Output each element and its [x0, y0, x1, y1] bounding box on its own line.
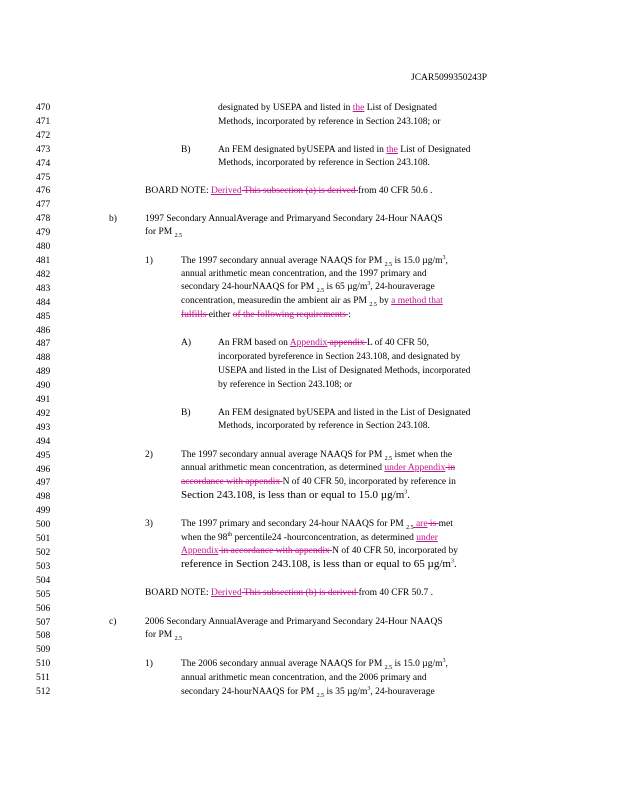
inserted-text: Derived [210, 186, 242, 196]
subscript: 2.5 [384, 664, 393, 671]
line-496-text [181, 463, 455, 474]
line-number: 504 [36, 575, 51, 586]
line-number: 496 [36, 464, 51, 475]
superscript: 3 [367, 685, 371, 692]
line-number: 491 [36, 395, 51, 405]
board-note-b [145, 588, 433, 599]
section-b-heading-cont [145, 227, 182, 238]
text: concentration, measuredin the ambient air as PM [181, 296, 367, 306]
line-503-text [181, 559, 457, 570]
line-488-text: incorporated byreference in Section 243.108, and designated by [218, 352, 461, 362]
subscript: 2.5 [384, 261, 393, 268]
text: for PM [145, 227, 173, 237]
line-number: 472 [36, 130, 51, 141]
line-490-text: by reference in Section 243.108; or [218, 380, 353, 390]
line-470-text [218, 103, 437, 114]
text: met [438, 519, 453, 529]
text: N of 40 CFR 50, incorporated by [332, 546, 459, 556]
superscript: 3 [450, 558, 454, 565]
line-481-text [181, 256, 448, 267]
text: The 1997 secondary annual average NAAQS for PM [181, 256, 383, 266]
line-number: 509 [36, 645, 51, 656]
subscript: 2.5 [174, 232, 183, 239]
line-number: 497 [36, 478, 51, 489]
line-number: 510 [36, 659, 51, 670]
line-number: 476 [36, 186, 51, 197]
text: is 65 µg/m [324, 282, 368, 292]
superscript: th [227, 531, 233, 538]
line-number: 505 [36, 589, 51, 600]
line-474-text: Methods, incorporated by reference in Section 243.108. [218, 158, 430, 168]
section-label-b: b) [109, 214, 117, 224]
text: either [208, 310, 233, 320]
line-511-text: annual arithmetic mean concentration, and the 2006 primary and [181, 673, 427, 683]
line-number: 499 [36, 506, 51, 517]
line-495-text [181, 450, 452, 461]
inserted-text: are [413, 519, 428, 529]
line-502-text [181, 546, 458, 557]
section-b-heading: 1997 Secondary AnnualAverage and Primaryand Secondary 24-Hour NAAQS [145, 214, 443, 224]
text: The 1997 primary and secondary 24-hour NAAQS for PM [181, 519, 404, 529]
inserted-text: a method that [391, 296, 443, 306]
text: secondary 24-hourNAAQS for PM [181, 282, 315, 292]
line-number: 473 [36, 144, 51, 155]
text: The 1997 secondary annual average NAAQS for PM [181, 450, 383, 460]
line-510-text [181, 659, 448, 670]
text: BOARD NOTE: [145, 588, 211, 598]
item-label-A: A) [181, 338, 192, 348]
item-label-1: 1) [145, 256, 153, 266]
line-471-text: Methods, incorporated by reference in Section 243.108; or [218, 117, 441, 127]
line-number: 511 [36, 673, 50, 684]
deleted-text: accordance with appendix [181, 477, 283, 487]
line-number: 470 [36, 103, 51, 113]
line-number: 485 [36, 311, 51, 322]
text: . [407, 489, 411, 501]
text: secondary 24-hourNAAQS for PM [181, 687, 315, 697]
deleted-text: This subsection (b) is derived [241, 588, 359, 598]
text: , [445, 256, 448, 266]
line-number: 475 [36, 172, 51, 183]
line-number: 471 [36, 116, 51, 127]
text: when the 98 [181, 533, 228, 543]
text: , 24-houraverage [370, 687, 435, 697]
text: by [376, 296, 392, 306]
line-number: 484 [36, 297, 51, 308]
line-number: 512 [36, 687, 51, 697]
line-number: 479 [36, 228, 51, 239]
text: : [348, 310, 351, 320]
line-number: 477 [36, 200, 51, 211]
deleted-text: in accordance with appendix [218, 546, 333, 556]
inserted-text: the [352, 103, 365, 113]
item-label-2: 2) [145, 450, 153, 460]
line-number: 480 [36, 242, 51, 252]
section-label-c: c) [109, 617, 117, 627]
subscript: 2.5 [316, 692, 325, 699]
subscript: 2.5 [316, 287, 325, 294]
line-number: 481 [36, 256, 51, 266]
text: designated by USEPA and listed in [218, 103, 353, 113]
text: An FRM based on [218, 338, 290, 348]
text: , 24-houraverage [370, 282, 435, 292]
text: is 15.0 µg/m [392, 256, 443, 266]
line-485-text [181, 310, 351, 321]
line-500-text [181, 519, 453, 530]
line-number: 503 [36, 561, 51, 572]
line-number: 482 [36, 269, 51, 280]
section-c-heading: 2006 Secondary AnnualAverage and Primaryand Secondary 24-Hour NAAQS [145, 617, 443, 627]
line-492-text: An FEM designated byUSEPA and listed in the List of Designated [218, 408, 471, 418]
text: List of Designated [397, 145, 471, 155]
line-number: 478 [36, 214, 51, 225]
deleted-text: in [445, 463, 456, 473]
line-498-text [181, 490, 410, 501]
text: L of 40 CFR 50, [366, 338, 430, 348]
line-number: 506 [36, 603, 51, 614]
text: An FEM designated byUSEPA and listed in [218, 145, 387, 155]
deleted-text: fulfills [181, 310, 209, 320]
text: annual arithmetic mean concentration, as determined [181, 463, 385, 473]
subscript: 2.5 [406, 524, 414, 531]
line-number: 507 [36, 617, 51, 628]
section-c-heading-cont [145, 630, 182, 641]
line-497-text [181, 477, 456, 488]
text: percentile24 -hourconcentration, as determined [232, 533, 417, 543]
deleted-text: appendix [327, 338, 367, 348]
line-number: 486 [36, 325, 51, 336]
line-number: 493 [36, 422, 51, 433]
text: ismet when the [392, 450, 453, 460]
deleted-text: This subsection (a) is derived [241, 186, 359, 196]
text: . [453, 558, 457, 570]
inserted-text: Derived [210, 588, 242, 598]
inserted-text: under Appendix [384, 463, 446, 473]
item-label-3: 3) [145, 519, 153, 529]
line-number: 500 [36, 520, 51, 531]
text: , [445, 659, 448, 669]
text: N of 40 CFR 50, incorporated by reference in [282, 477, 456, 487]
inserted-text: Appendix [289, 338, 328, 348]
line-number: 501 [36, 534, 51, 544]
line-number: 483 [36, 283, 51, 294]
text: from 40 CFR 50.6 . [358, 186, 433, 196]
line-number: 498 [36, 492, 51, 503]
superscript: 3 [442, 254, 446, 261]
superscript: 3 [404, 489, 408, 496]
text: The 2006 secondary annual average NAAQS for PM [181, 659, 383, 669]
line-number: 502 [36, 548, 51, 558]
line-number: 494 [36, 436, 51, 447]
text: List of Designated [364, 103, 437, 113]
deleted-text: of the following requirements [232, 310, 349, 320]
text: Section 243.108, is less than or equal to 15.0 µg/m [181, 489, 405, 501]
board-note-a [145, 186, 432, 197]
line-number: 490 [36, 381, 51, 392]
line-number: 489 [36, 367, 51, 378]
line-number: 487 [36, 339, 51, 350]
line-473-text [218, 145, 470, 156]
superscript: 3 [442, 657, 446, 664]
line-484-text [181, 296, 443, 307]
item-label-B2: B) [181, 408, 191, 418]
line-number: 474 [36, 158, 51, 169]
line-number: 508 [36, 631, 51, 642]
subscript: 2.5 [369, 301, 377, 308]
line-483-text [181, 282, 435, 293]
item-label-1c: 1) [145, 659, 153, 669]
text: is 15.0 µg/m [392, 659, 443, 669]
inserted-text: the [386, 145, 398, 155]
line-512-text [181, 687, 435, 698]
subscript: 2.5 [384, 455, 393, 462]
document-code: JCAR5099350243P [411, 73, 488, 83]
line-493-text: Methods, incorporated by reference in Section 243.108. [218, 421, 430, 431]
text: reference in Section 243.108, is less than or equal to 65 µg/m [181, 558, 451, 570]
inserted-text: under [416, 533, 438, 543]
text: is 35 µg/m [324, 687, 368, 697]
deleted-text: is [427, 519, 439, 529]
text: for PM [145, 630, 173, 640]
line-number: 495 [36, 450, 51, 461]
line-number: 488 [36, 353, 51, 364]
superscript: 3 [367, 280, 371, 287]
line-482-text: annual arithmetic mean concentration, and the 1997 primary and [181, 269, 427, 279]
item-label-B: B) [181, 145, 191, 155]
text: BOARD NOTE: [145, 186, 211, 196]
line-501-text [181, 533, 438, 544]
inserted-text: Appendix [181, 546, 219, 556]
line-489-text: USEPA and listed in the List of Designated Methods, incorporated [218, 366, 471, 376]
text: from 40 CFR 50.7 . [358, 588, 434, 598]
line-number: 492 [36, 408, 51, 419]
line-487-text [218, 338, 429, 349]
subscript: 2.5 [174, 635, 183, 642]
